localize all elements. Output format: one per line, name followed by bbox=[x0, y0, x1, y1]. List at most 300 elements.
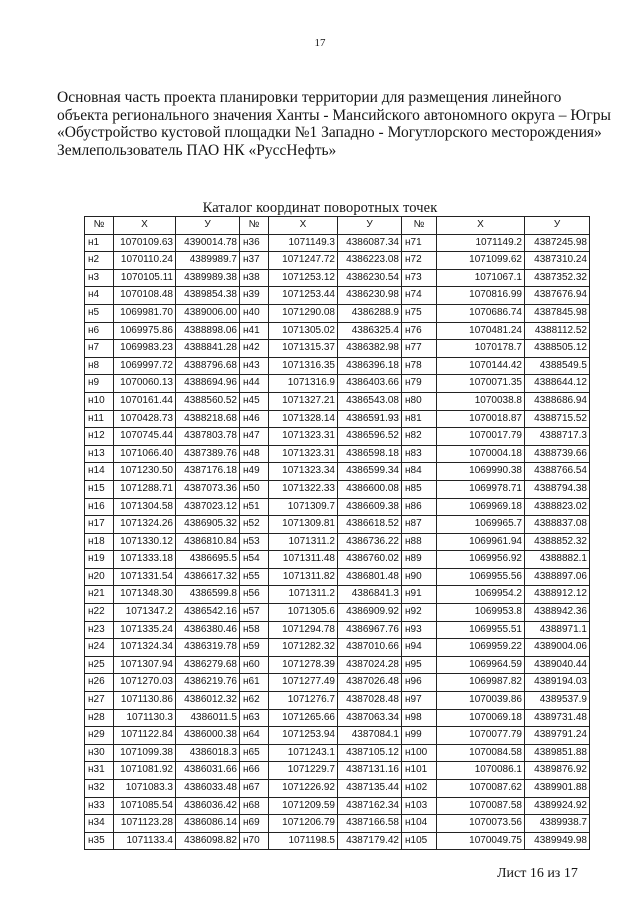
x-coordinate-cell: 1069964.59 bbox=[437, 656, 525, 674]
y-coordinate-cell: 4388942.36 bbox=[525, 604, 590, 622]
point-number-cell: н17 bbox=[85, 516, 114, 534]
x-coordinate-cell: 1070110.24 bbox=[114, 252, 176, 270]
y-coordinate-cell: 4388644.12 bbox=[525, 375, 590, 393]
table-row bbox=[85, 832, 590, 850]
y-coordinate-cell: 4388971.1 bbox=[525, 621, 590, 639]
y-coordinate-cell: 4386760.02 bbox=[338, 551, 402, 569]
point-number-cell: н93 bbox=[402, 621, 437, 639]
point-number-cell: н16 bbox=[85, 498, 114, 516]
point-number-cell: н73 bbox=[402, 269, 437, 287]
y-coordinate-cell: 4386325.4 bbox=[338, 322, 402, 340]
x-coordinate-cell: 1071083.3 bbox=[114, 780, 176, 798]
table-row bbox=[85, 621, 590, 639]
y-coordinate-cell: 4388505.12 bbox=[525, 340, 590, 358]
point-number-cell: н58 bbox=[240, 621, 269, 639]
y-coordinate-cell: 4386319.78 bbox=[176, 639, 240, 657]
y-coordinate-cell: 4388794.38 bbox=[525, 480, 590, 498]
table-row bbox=[85, 744, 590, 762]
x-coordinate-cell: 1070018.87 bbox=[437, 410, 525, 428]
point-number-cell: н20 bbox=[85, 568, 114, 586]
y-coordinate-cell: 4388841.28 bbox=[176, 340, 240, 358]
point-number-cell: н7 bbox=[85, 340, 114, 358]
x-coordinate-cell: 1069954.2 bbox=[437, 586, 525, 604]
y-coordinate-cell: 4389040.44 bbox=[525, 656, 590, 674]
point-number-cell: н54 bbox=[240, 551, 269, 569]
y-coordinate-cell: 4388852.32 bbox=[525, 533, 590, 551]
x-coordinate-cell: 1071316.9 bbox=[269, 375, 338, 393]
x-coordinate-cell: 1071253.12 bbox=[269, 269, 338, 287]
x-coordinate-cell: 1071322.33 bbox=[269, 480, 338, 498]
x-coordinate-cell: 1071323.34 bbox=[269, 463, 338, 481]
x-coordinate-cell: 1071311.48 bbox=[269, 551, 338, 569]
y-coordinate-cell: 4387028.48 bbox=[338, 692, 402, 710]
point-number-cell: н71 bbox=[402, 234, 437, 252]
y-coordinate-cell: 4386609.38 bbox=[338, 498, 402, 516]
table-row bbox=[85, 252, 590, 270]
point-number-cell: н33 bbox=[85, 797, 114, 815]
table-row bbox=[85, 463, 590, 481]
x-coordinate-cell: 1071226.92 bbox=[269, 780, 338, 798]
heading-line: объекта регионального значения Ханты - Мансийского автономного округа – Югры bbox=[57, 106, 611, 124]
x-coordinate-cell: 1070161.44 bbox=[114, 392, 176, 410]
x-coordinate-cell: 1071099.38 bbox=[114, 744, 176, 762]
y-coordinate-cell: 4388912.12 bbox=[525, 586, 590, 604]
point-number-cell: н94 bbox=[402, 639, 437, 657]
point-number-cell: н32 bbox=[85, 780, 114, 798]
x-coordinate-cell: 1071330.12 bbox=[114, 533, 176, 551]
point-number-cell: н37 bbox=[240, 252, 269, 270]
point-number-cell: н84 bbox=[402, 463, 437, 481]
x-coordinate-cell: 1071333.18 bbox=[114, 551, 176, 569]
y-coordinate-cell: 4389938.7 bbox=[525, 815, 590, 833]
x-coordinate-cell: 1070039.86 bbox=[437, 692, 525, 710]
point-number-cell: н52 bbox=[240, 516, 269, 534]
table-row bbox=[85, 533, 590, 551]
y-coordinate-cell: 4386736.22 bbox=[338, 533, 402, 551]
x-coordinate-cell: 1069955.51 bbox=[437, 621, 525, 639]
y-coordinate-cell: 4386396.18 bbox=[338, 357, 402, 375]
point-number-cell: н100 bbox=[402, 744, 437, 762]
x-coordinate-cell: 1069990.38 bbox=[437, 463, 525, 481]
point-number-cell: н41 bbox=[240, 322, 269, 340]
x-coordinate-cell: 1071324.26 bbox=[114, 516, 176, 534]
y-coordinate-cell: 4386036.42 bbox=[176, 797, 240, 815]
x-coordinate-cell: 1070178.7 bbox=[437, 340, 525, 358]
point-number-cell: н69 bbox=[240, 815, 269, 833]
point-number-cell: н25 bbox=[85, 656, 114, 674]
point-number-cell: н86 bbox=[402, 498, 437, 516]
point-number-cell: н1 bbox=[85, 234, 114, 252]
x-coordinate-cell: 1071206.79 bbox=[269, 815, 338, 833]
table-row bbox=[85, 762, 590, 780]
x-coordinate-cell: 1071130.86 bbox=[114, 692, 176, 710]
table-row bbox=[85, 727, 590, 745]
point-number-cell: н82 bbox=[402, 428, 437, 446]
y-coordinate-cell: 4386279.68 bbox=[176, 656, 240, 674]
point-number-cell: н22 bbox=[85, 604, 114, 622]
y-coordinate-cell: 4386086.14 bbox=[176, 815, 240, 833]
x-coordinate-cell: 1071099.62 bbox=[437, 252, 525, 270]
column-header: У bbox=[525, 217, 590, 235]
y-coordinate-cell: 4388218.68 bbox=[176, 410, 240, 428]
point-number-cell: н34 bbox=[85, 815, 114, 833]
sheet-number: Лист 16 из 17 bbox=[497, 866, 578, 881]
x-coordinate-cell: 1071304.58 bbox=[114, 498, 176, 516]
point-number-cell: н61 bbox=[240, 674, 269, 692]
y-coordinate-cell: 4386905.32 bbox=[176, 516, 240, 534]
y-coordinate-cell: 4386087.34 bbox=[338, 234, 402, 252]
point-number-cell: н44 bbox=[240, 375, 269, 393]
x-coordinate-cell: 1071348.30 bbox=[114, 586, 176, 604]
y-coordinate-cell: 4387803.78 bbox=[176, 428, 240, 446]
y-coordinate-cell: 4388766.54 bbox=[525, 463, 590, 481]
point-number-cell: н97 bbox=[402, 692, 437, 710]
point-number-cell: н95 bbox=[402, 656, 437, 674]
x-coordinate-cell: 1071307.94 bbox=[114, 656, 176, 674]
point-number-cell: н87 bbox=[402, 516, 437, 534]
point-number-cell: н62 bbox=[240, 692, 269, 710]
point-number-cell: н10 bbox=[85, 392, 114, 410]
x-coordinate-cell: 1071067.1 bbox=[437, 269, 525, 287]
point-number-cell: н43 bbox=[240, 357, 269, 375]
point-number-cell: н2 bbox=[85, 252, 114, 270]
y-coordinate-cell: 4386617.32 bbox=[176, 568, 240, 586]
x-coordinate-cell: 1071229.7 bbox=[269, 762, 338, 780]
y-coordinate-cell: 4386598.18 bbox=[338, 445, 402, 463]
point-number-cell: н12 bbox=[85, 428, 114, 446]
point-number-cell: н96 bbox=[402, 674, 437, 692]
x-coordinate-cell: 1071253.94 bbox=[269, 727, 338, 745]
y-coordinate-cell: 4386223.08 bbox=[338, 252, 402, 270]
y-coordinate-cell: 4388686.94 bbox=[525, 392, 590, 410]
x-coordinate-cell: 1071253.44 bbox=[269, 287, 338, 305]
x-coordinate-cell: 1069978.71 bbox=[437, 480, 525, 498]
heading-line: «Обустройство кустовой площадки №1 Западно - Могутлорского месторождения» bbox=[57, 124, 602, 141]
table-row bbox=[85, 322, 590, 340]
y-coordinate-cell: 4386219.76 bbox=[176, 674, 240, 692]
point-number-cell: н90 bbox=[402, 568, 437, 586]
y-coordinate-cell: 4388837.08 bbox=[525, 516, 590, 534]
y-coordinate-cell: 4387084.1 bbox=[338, 727, 402, 745]
y-coordinate-cell: 4386967.76 bbox=[338, 621, 402, 639]
y-coordinate-cell: 4386000.38 bbox=[176, 727, 240, 745]
y-coordinate-cell: 4388694.96 bbox=[176, 375, 240, 393]
x-coordinate-cell: 1070109.63 bbox=[114, 234, 176, 252]
point-number-cell: н26 bbox=[85, 674, 114, 692]
x-coordinate-cell: 1071243.1 bbox=[269, 744, 338, 762]
x-coordinate-cell: 1071323.31 bbox=[269, 445, 338, 463]
y-coordinate-cell: 4386033.48 bbox=[176, 780, 240, 798]
y-coordinate-cell: 4387024.28 bbox=[338, 656, 402, 674]
x-coordinate-cell: 1071066.40 bbox=[114, 445, 176, 463]
point-number-cell: н74 bbox=[402, 287, 437, 305]
point-number-cell: н49 bbox=[240, 463, 269, 481]
table-row bbox=[85, 269, 590, 287]
table-row bbox=[85, 480, 590, 498]
point-number-cell: н38 bbox=[240, 269, 269, 287]
point-number-cell: н8 bbox=[85, 357, 114, 375]
x-coordinate-cell: 1071323.31 bbox=[269, 428, 338, 446]
point-number-cell: н9 bbox=[85, 375, 114, 393]
x-coordinate-cell: 1071265.66 bbox=[269, 709, 338, 727]
y-coordinate-cell: 4390014.78 bbox=[176, 234, 240, 252]
point-number-cell: н57 bbox=[240, 604, 269, 622]
x-coordinate-cell: 1070481.24 bbox=[437, 322, 525, 340]
point-number-cell: н14 bbox=[85, 463, 114, 481]
point-number-cell: н88 bbox=[402, 533, 437, 551]
x-coordinate-cell: 1070069.18 bbox=[437, 709, 525, 727]
table-header-row bbox=[85, 217, 590, 235]
column-header: № bbox=[240, 217, 269, 235]
point-number-cell: н66 bbox=[240, 762, 269, 780]
point-number-cell: н5 bbox=[85, 304, 114, 322]
point-number-cell: н79 bbox=[402, 375, 437, 393]
y-coordinate-cell: 4387063.34 bbox=[338, 709, 402, 727]
point-number-cell: н28 bbox=[85, 709, 114, 727]
y-coordinate-cell: 4388560.52 bbox=[176, 392, 240, 410]
y-coordinate-cell: 4389194.03 bbox=[525, 674, 590, 692]
y-coordinate-cell: 4386542.16 bbox=[176, 604, 240, 622]
x-coordinate-cell: 1071347.2 bbox=[114, 604, 176, 622]
column-header: № bbox=[402, 217, 437, 235]
y-coordinate-cell: 4386382.98 bbox=[338, 340, 402, 358]
point-number-cell: н35 bbox=[85, 832, 114, 850]
y-coordinate-cell: 4386543.08 bbox=[338, 392, 402, 410]
column-header: У bbox=[176, 217, 240, 235]
x-coordinate-cell: 1071149.2 bbox=[437, 234, 525, 252]
x-coordinate-cell: 1071247.72 bbox=[269, 252, 338, 270]
y-coordinate-cell: 4388898.06 bbox=[176, 322, 240, 340]
y-coordinate-cell: 4388882.1 bbox=[525, 551, 590, 569]
x-coordinate-cell: 1071294.78 bbox=[269, 621, 338, 639]
point-number-cell: н70 bbox=[240, 832, 269, 850]
x-coordinate-cell: 1069975.86 bbox=[114, 322, 176, 340]
x-coordinate-cell: 1071123.28 bbox=[114, 815, 176, 833]
point-number-cell: н101 bbox=[402, 762, 437, 780]
point-number-cell: н27 bbox=[85, 692, 114, 710]
y-coordinate-cell: 4389989.38 bbox=[176, 269, 240, 287]
y-coordinate-cell: 4387073.36 bbox=[176, 480, 240, 498]
point-number-cell: н77 bbox=[402, 340, 437, 358]
table-row bbox=[85, 392, 590, 410]
x-coordinate-cell: 1070087.58 bbox=[437, 797, 525, 815]
point-number-cell: н78 bbox=[402, 357, 437, 375]
y-coordinate-cell: 4387310.24 bbox=[525, 252, 590, 270]
table-row bbox=[85, 780, 590, 798]
table-row bbox=[85, 516, 590, 534]
point-number-cell: н50 bbox=[240, 480, 269, 498]
y-coordinate-cell: 4388823.02 bbox=[525, 498, 590, 516]
y-coordinate-cell: 4386801.48 bbox=[338, 568, 402, 586]
y-coordinate-cell: 4389924.92 bbox=[525, 797, 590, 815]
point-number-cell: н65 bbox=[240, 744, 269, 762]
x-coordinate-cell: 1071324.34 bbox=[114, 639, 176, 657]
y-coordinate-cell: 4387176.18 bbox=[176, 463, 240, 481]
point-number-cell: н47 bbox=[240, 428, 269, 446]
x-coordinate-cell: 1071277.49 bbox=[269, 674, 338, 692]
point-number-cell: н99 bbox=[402, 727, 437, 745]
y-coordinate-cell: 4387105.12 bbox=[338, 744, 402, 762]
point-number-cell: н23 bbox=[85, 621, 114, 639]
point-number-cell: н39 bbox=[240, 287, 269, 305]
y-coordinate-cell: 4386403.66 bbox=[338, 375, 402, 393]
x-coordinate-cell: 1070745.44 bbox=[114, 428, 176, 446]
point-number-cell: н98 bbox=[402, 709, 437, 727]
y-coordinate-cell: 4389949.98 bbox=[525, 832, 590, 850]
y-coordinate-cell: 4387162.34 bbox=[338, 797, 402, 815]
table-row bbox=[85, 674, 590, 692]
x-coordinate-cell: 1071149.3 bbox=[269, 234, 338, 252]
point-number-cell: н63 bbox=[240, 709, 269, 727]
x-coordinate-cell: 1069956.92 bbox=[437, 551, 525, 569]
x-coordinate-cell: 1071327.21 bbox=[269, 392, 338, 410]
y-coordinate-cell: 4386380.46 bbox=[176, 621, 240, 639]
table-row bbox=[85, 410, 590, 428]
x-coordinate-cell: 1070108.48 bbox=[114, 287, 176, 305]
x-coordinate-cell: 1069981.70 bbox=[114, 304, 176, 322]
point-number-cell: н76 bbox=[402, 322, 437, 340]
table-row bbox=[85, 287, 590, 305]
table-row bbox=[85, 692, 590, 710]
y-coordinate-cell: 4389791.24 bbox=[525, 727, 590, 745]
table-row bbox=[85, 445, 590, 463]
y-coordinate-cell: 4386618.52 bbox=[338, 516, 402, 534]
column-header: X bbox=[114, 217, 176, 235]
y-coordinate-cell: 4389876.92 bbox=[525, 762, 590, 780]
x-coordinate-cell: 1070004.18 bbox=[437, 445, 525, 463]
y-coordinate-cell: 4388715.52 bbox=[525, 410, 590, 428]
x-coordinate-cell: 1071309.81 bbox=[269, 516, 338, 534]
x-coordinate-cell: 1071335.24 bbox=[114, 621, 176, 639]
y-coordinate-cell: 4387166.58 bbox=[338, 815, 402, 833]
table-row bbox=[85, 551, 590, 569]
y-coordinate-cell: 4387010.66 bbox=[338, 639, 402, 657]
x-coordinate-cell: 1070084.58 bbox=[437, 744, 525, 762]
point-number-cell: н29 bbox=[85, 727, 114, 745]
x-coordinate-cell: 1070428.73 bbox=[114, 410, 176, 428]
x-coordinate-cell: 1070077.79 bbox=[437, 727, 525, 745]
x-coordinate-cell: 1070071.35 bbox=[437, 375, 525, 393]
x-coordinate-cell: 1071270.03 bbox=[114, 674, 176, 692]
point-number-cell: н80 bbox=[402, 392, 437, 410]
x-coordinate-cell: 1071290.08 bbox=[269, 304, 338, 322]
x-coordinate-cell: 1071311.2 bbox=[269, 586, 338, 604]
y-coordinate-cell: 4386012.32 bbox=[176, 692, 240, 710]
y-coordinate-cell: 4389989.7 bbox=[176, 252, 240, 270]
point-number-cell: н60 bbox=[240, 656, 269, 674]
y-coordinate-cell: 4387135.44 bbox=[338, 780, 402, 798]
y-coordinate-cell: 4389731.48 bbox=[525, 709, 590, 727]
table-row bbox=[85, 604, 590, 622]
y-coordinate-cell: 4387676.94 bbox=[525, 287, 590, 305]
x-coordinate-cell: 1069969.18 bbox=[437, 498, 525, 516]
point-number-cell: н56 bbox=[240, 586, 269, 604]
x-coordinate-cell: 1071311.2 bbox=[269, 533, 338, 551]
y-coordinate-cell: 4389854.38 bbox=[176, 287, 240, 305]
x-coordinate-cell: 1071288.71 bbox=[114, 480, 176, 498]
x-coordinate-cell: 1071276.7 bbox=[269, 692, 338, 710]
table-body bbox=[85, 234, 590, 850]
point-number-cell: н53 bbox=[240, 533, 269, 551]
point-number-cell: н46 bbox=[240, 410, 269, 428]
point-number-cell: н45 bbox=[240, 392, 269, 410]
y-coordinate-cell: 4386011.5 bbox=[176, 709, 240, 727]
table-row bbox=[85, 304, 590, 322]
point-number-cell: н85 bbox=[402, 480, 437, 498]
x-coordinate-cell: 1070038.8 bbox=[437, 392, 525, 410]
x-coordinate-cell: 1070017.79 bbox=[437, 428, 525, 446]
y-coordinate-cell: 4386599.34 bbox=[338, 463, 402, 481]
x-coordinate-cell: 1069997.72 bbox=[114, 357, 176, 375]
table-row bbox=[85, 234, 590, 252]
table-row bbox=[85, 815, 590, 833]
y-coordinate-cell: 4388897.06 bbox=[525, 568, 590, 586]
point-number-cell: н59 bbox=[240, 639, 269, 657]
y-coordinate-cell: 4388112.52 bbox=[525, 322, 590, 340]
y-coordinate-cell: 4386098.82 bbox=[176, 832, 240, 850]
y-coordinate-cell: 4386591.93 bbox=[338, 410, 402, 428]
x-coordinate-cell: 1071198.5 bbox=[269, 832, 338, 850]
y-coordinate-cell: 4389004.06 bbox=[525, 639, 590, 657]
x-coordinate-cell: 1071311.82 bbox=[269, 568, 338, 586]
y-coordinate-cell: 4386909.92 bbox=[338, 604, 402, 622]
point-number-cell: н3 bbox=[85, 269, 114, 287]
x-coordinate-cell: 1070060.13 bbox=[114, 375, 176, 393]
x-coordinate-cell: 1071278.39 bbox=[269, 656, 338, 674]
point-number-cell: н42 bbox=[240, 340, 269, 358]
y-coordinate-cell: 4388549.5 bbox=[525, 357, 590, 375]
x-coordinate-cell: 1071282.32 bbox=[269, 639, 338, 657]
point-number-cell: н83 bbox=[402, 445, 437, 463]
x-coordinate-cell: 1071305.02 bbox=[269, 322, 338, 340]
table-row bbox=[85, 797, 590, 815]
point-number-cell: н36 bbox=[240, 234, 269, 252]
y-coordinate-cell: 4386596.52 bbox=[338, 428, 402, 446]
point-number-cell: н102 bbox=[402, 780, 437, 798]
point-number-cell: н91 bbox=[402, 586, 437, 604]
column-header: X bbox=[437, 217, 525, 235]
point-number-cell: н64 bbox=[240, 727, 269, 745]
x-coordinate-cell: 1071085.54 bbox=[114, 797, 176, 815]
point-number-cell: н51 bbox=[240, 498, 269, 516]
y-coordinate-cell: 4387131.16 bbox=[338, 762, 402, 780]
column-header: X bbox=[269, 217, 338, 235]
heading-line: Основная часть проекта планировки территории для размещения линейного bbox=[57, 89, 562, 106]
x-coordinate-cell: 1070086.1 bbox=[437, 762, 525, 780]
x-coordinate-cell: 1069983.23 bbox=[114, 340, 176, 358]
y-coordinate-cell: 4386031.66 bbox=[176, 762, 240, 780]
point-number-cell: н92 bbox=[402, 604, 437, 622]
table-row bbox=[85, 639, 590, 657]
x-coordinate-cell: 1069987.82 bbox=[437, 674, 525, 692]
point-number-cell: н6 bbox=[85, 322, 114, 340]
table-row bbox=[85, 498, 590, 516]
y-coordinate-cell: 4388739.66 bbox=[525, 445, 590, 463]
y-coordinate-cell: 4386810.84 bbox=[176, 533, 240, 551]
x-coordinate-cell: 1071331.54 bbox=[114, 568, 176, 586]
y-coordinate-cell: 4388796.68 bbox=[176, 357, 240, 375]
y-coordinate-cell: 4387179.42 bbox=[338, 832, 402, 850]
x-coordinate-cell: 1070686.74 bbox=[437, 304, 525, 322]
point-number-cell: н67 bbox=[240, 780, 269, 798]
point-number-cell: н31 bbox=[85, 762, 114, 780]
y-coordinate-cell: 4389851.88 bbox=[525, 744, 590, 762]
x-coordinate-cell: 1071081.92 bbox=[114, 762, 176, 780]
x-coordinate-cell: 1069961.94 bbox=[437, 533, 525, 551]
x-coordinate-cell: 1070816.99 bbox=[437, 287, 525, 305]
point-number-cell: н89 bbox=[402, 551, 437, 569]
coordinates-table bbox=[84, 216, 590, 850]
